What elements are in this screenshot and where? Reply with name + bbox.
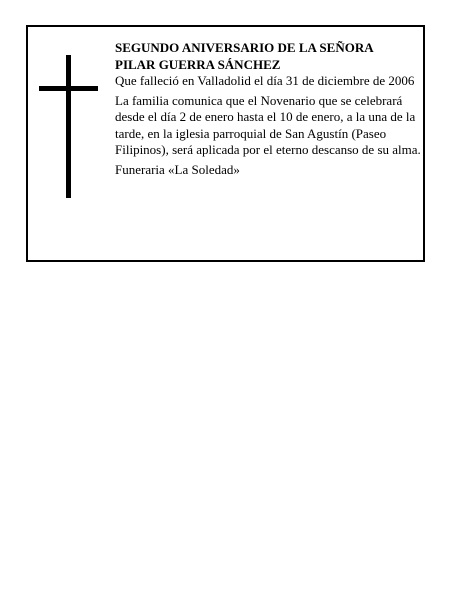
cross-icon — [39, 55, 98, 198]
notice-heading-line2: PILAR GUERRA SÁNCHEZ — [115, 56, 281, 72]
funeral-home-signature: Funeraria «La Soledad» — [115, 161, 240, 177]
death-info: Que falleció en Valladolid el día 31 de diciembre de 2006 — [115, 73, 415, 88]
obituary-notice — [26, 25, 425, 262]
cross-vertical-bar — [66, 55, 71, 198]
notice-heading-line1: SEGUNDO ANIVERSARIO DE LA SEÑORA — [115, 40, 374, 55]
notice-body: La familia comunica que el Novenario que se celebrará desde el día 2 de enero hasta el 10 de enero, a la una de la tarde, en la iglesia parroquial de San Agustín (Paseo Filipinos), será aplicada por el eterno descanso de su alma. — [115, 92, 421, 157]
notice-text — [115, 40, 421, 181]
cross-horizontal-bar — [39, 86, 98, 91]
